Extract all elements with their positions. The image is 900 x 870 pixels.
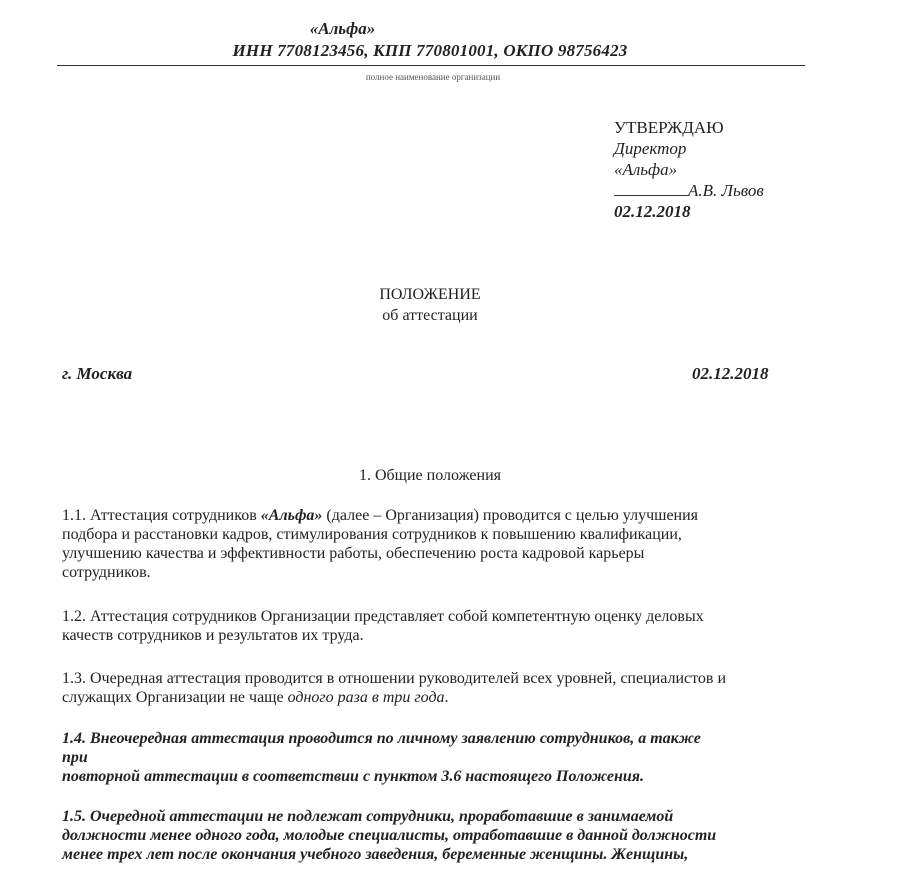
paragraph-1-3-frequency: одного раза в три года [287,689,445,706]
paragraph-1-3-end: . [444,689,449,706]
paragraph-1-5: 1.5. Очередной аттестации не подлежат сотрудники, проработавшие в занимаемой должности менее одного года, молодые специалисты, отработавшие в данной должности менее трех лет после окончания учебного заведения, беременные женщины. Женщины, [62,808,717,863]
rule-caption: полное наименование организации [365,72,501,82]
paragraph-1-1-rest: (далее – Организация) проводится с целью улучшения подбора и расстановки кадров, стимулирования сотрудников к повышению квалификации, улучшению качества и эффективности работы, обеспечению роста кадровой карьеры сотрудников. [62,507,699,581]
paragraph-1-1-start: 1.1. Аттестация сотрудников [62,507,261,524]
document-date: 02.12.2018 [692,364,769,383]
section-title: 1. Общие положения [358,467,502,484]
paragraph-1-2: 1.2. Аттестация сотрудников Организации представляет собой компетентную оценку деловых качеств сотрудников и результатов их труда. [62,608,704,644]
document-subtitle: об аттестации [382,307,478,324]
org-name: «Альфа» [309,19,376,38]
org-codes: ИНН 7708123456, КПП 770801001, ОКПО 98756423 [232,41,628,60]
document-title: ПОЛОЖЕНИЕ [379,286,481,303]
approval-block [614,117,764,222]
document-place: г. Москва [62,364,133,383]
paragraph-1-1-company: «Альфа» [260,507,323,524]
paragraph-1-4: 1.4. Внеочередная аттестация проводится по личному заявлению сотрудников, а также при повторной аттестации в соответствии с пунктом 3.6 настоящего Положения. [62,730,701,785]
approval-title: УТВЕРЖДАЮ [614,118,724,137]
paragraph-1-3-start: 1.3. Очередная аттестация проводится в отношении руководителей всех уровней, специалистов и служащих Организации не чаще [62,670,726,706]
approval-company: «Альфа» [614,160,678,179]
approval-position: Директор [614,139,687,158]
header-rule [57,65,805,66]
paragraph-1-1 [62,506,842,582]
approval-date: 02.12.2018 [614,202,691,221]
approval-signature-row [614,180,764,201]
approval-signatory: А.В. Львов [688,181,764,200]
paragraph-1-3 [62,669,842,707]
signature-line [614,181,688,196]
